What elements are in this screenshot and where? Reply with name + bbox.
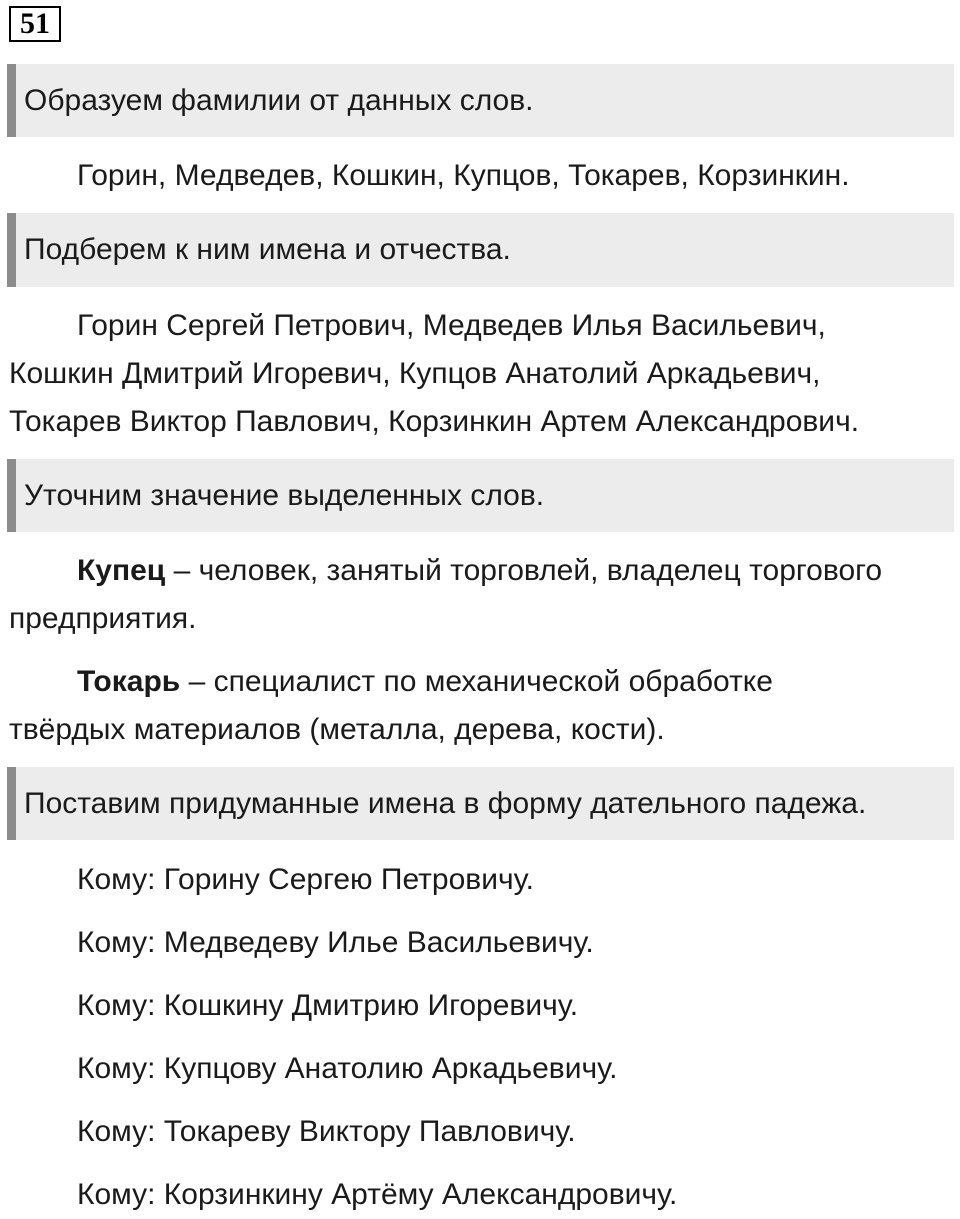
- dative-line-4: Кому: Купцову Анатолию Аркадьевичу.: [77, 1052, 618, 1085]
- step-heading-4: [7, 767, 954, 840]
- dative-line-3: Кому: Кошкину Дмитрию Игоревичу.: [77, 989, 579, 1022]
- step-heading-1: [7, 64, 954, 137]
- exercise-number: 51: [9, 6, 61, 42]
- surnames-line: Горин, Медведев, Кошкин, Купцов, Токарев, Корзинкин.: [77, 159, 850, 192]
- full-names-line-2: Кошкин Дмитрий Игоревич, Купцов Анатолий Аркадьевич,: [9, 357, 821, 390]
- dative-line-5: Кому: Токареву Виктору Павловичу.: [77, 1115, 576, 1148]
- dative-line-1: Кому: Горину Сергею Петровичу.: [77, 863, 534, 896]
- definition-term: Токарь: [77, 665, 181, 698]
- definition-tokar-cont: твёрдых материалов (металла, дерева, кости).: [9, 713, 665, 746]
- definition-kupets: [77, 553, 882, 589]
- step-heading-3: [7, 459, 954, 532]
- definition-term: Купец: [77, 554, 166, 587]
- step-heading-2: [7, 213, 954, 287]
- step-heading-4-text: Поставим придуманные имена в форму дательного падежа.: [24, 786, 867, 820]
- definition-text: – человек, занятый торговлей, владелец торгового: [165, 554, 883, 587]
- definition-tokar: [77, 664, 773, 700]
- definition-text: – специалист по механической обработке: [180, 665, 773, 698]
- step-heading-3-text: Уточним значение выделенных слов.: [24, 478, 545, 512]
- step-heading-2-text: Подберем к ним имена и отчества.: [24, 233, 511, 266]
- step-heading-1-text: Образуем фамилии от данных слов.: [24, 83, 534, 117]
- definition-kupets-cont: предприятия.: [9, 602, 197, 635]
- full-names-line-3: Токарев Виктор Павлович, Корзинкин Артем Александрович.: [9, 405, 860, 438]
- dative-line-2: Кому: Медведеву Илье Васильевичу.: [77, 926, 594, 959]
- dative-line-6: Кому: Корзинкину Артёму Александровичу.: [77, 1178, 678, 1211]
- full-names-line-1: Горин Сергей Петрович, Медведев Илья Васильевич,: [77, 309, 826, 342]
